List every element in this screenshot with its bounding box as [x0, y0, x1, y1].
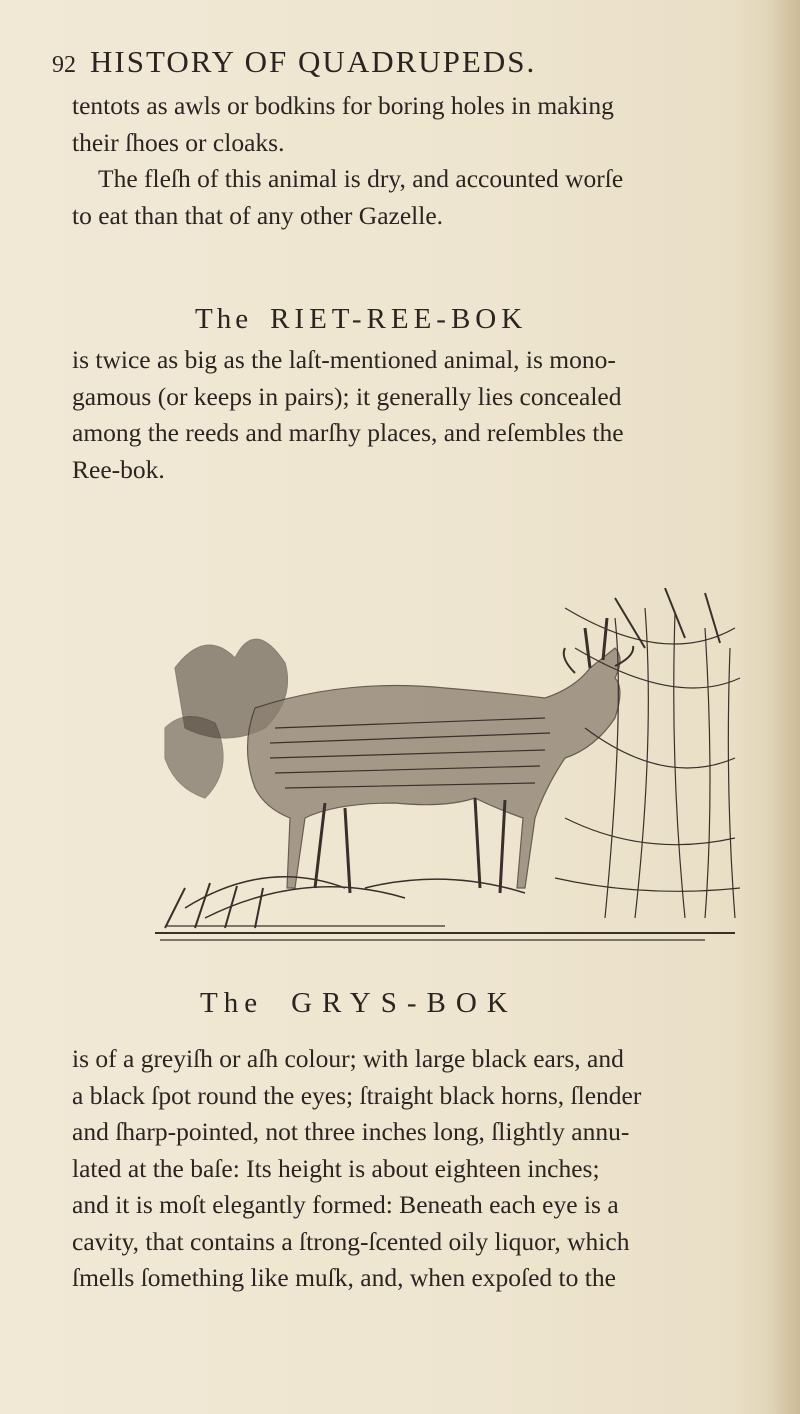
text-line: and it is moſt elegantly formed: Beneath each eye is a: [72, 1190, 619, 1219]
flesh-paragraph: [72, 161, 772, 234]
page-number: 92: [52, 52, 76, 78]
running-header: [52, 44, 762, 80]
text-line: is of a greyiſh or aſh colour; with large black ears, and: [72, 1044, 624, 1073]
text-line: The fleſh of this animal is dry, and accounted worſe: [98, 164, 624, 193]
text-line: gamous (or keeps in pairs); it generally lies concealed: [72, 381, 622, 411]
text-line: Ree-bok.: [72, 454, 165, 484]
section-heading-grys-bok: [200, 987, 518, 1020]
riet-ree-bok-paragraph: [72, 342, 772, 488]
running-title: HISTORY OF QUADRUPEDS.: [90, 44, 537, 79]
text-line: among the reeds and marſhy places, and reſembles the: [72, 418, 624, 447]
heading-article: The: [195, 303, 253, 335]
grys-bok-paragraph: [72, 1041, 772, 1297]
page-edge-shadow: [772, 0, 800, 1414]
engraving-illustration: [145, 588, 745, 963]
intro-paragraph: [72, 88, 772, 161]
heading-name: GRYS-BOK: [291, 987, 518, 1019]
text-line: cavity, that contains a ſtrong-ſcented oily liquor, which: [72, 1226, 630, 1256]
text-line: lated at the baſe: Its height is about eighteen inches;: [72, 1153, 600, 1183]
text-line: their ſhoes or cloaks.: [72, 127, 285, 157]
text-line: ſmells ſomething like muſk, and, when expoſed to the: [72, 1263, 616, 1292]
text-line: and ſharp-pointed, not three inches long, ſlightly annu-: [72, 1117, 630, 1146]
text-line: is twice as big as the laſt-mentioned animal, is mono-: [72, 345, 616, 374]
heading-article: The: [200, 987, 264, 1019]
section-heading-riet-ree-bok: [195, 303, 527, 336]
text-line: tentots as awls or bodkins for boring holes in making: [72, 91, 614, 120]
text-line: a black ſpot round the eyes; ſtraight black horns, ſlender: [72, 1080, 642, 1110]
heading-name: RIET-REE-BOK: [270, 303, 528, 335]
text-line: to eat than that of any other Gazelle.: [72, 200, 444, 230]
